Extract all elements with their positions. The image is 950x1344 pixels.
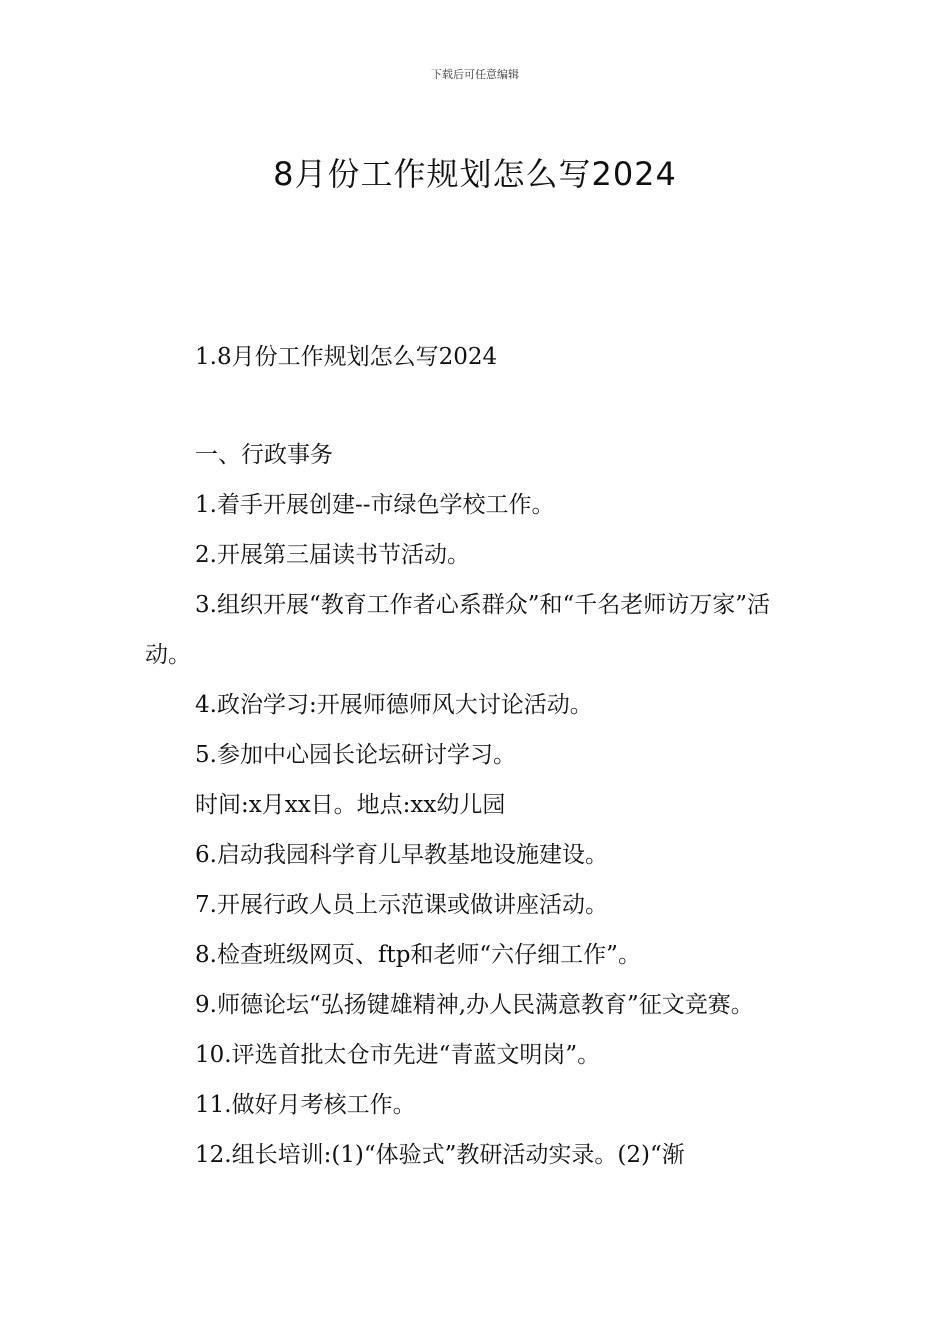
list-item: 6.启动我园科学育儿早教基地设施建设。	[195, 842, 608, 868]
list-item: 12.组长培训:(1)“体验式”教研活动实录。(2)“渐	[195, 1142, 685, 1168]
list-item: 11.做好月考核工作。	[195, 1092, 416, 1118]
list-item: 3.组织开展“教育工作者心系群众”和“千名老师访万家”活动。	[145, 592, 770, 668]
list-item: 5.参加中心园长论坛研讨学习。	[195, 742, 516, 768]
list-item: 1.着手开展创建--市绿色学校工作。	[195, 492, 555, 518]
list-item: 8.检查班级网页、ftp和老师“六仔细工作”。	[195, 942, 641, 968]
document-body	[145, 332, 810, 1180]
header-note: 下载后可任意编辑	[431, 68, 519, 81]
section-heading-numbered: 1.8月份工作规划怎么写2024	[195, 344, 498, 370]
list-item: 9.师德论坛“弘扬键雄精神,办人民满意教育”征文竞赛。	[195, 992, 754, 1018]
document-title: 8月份工作规划怎么写2024	[273, 155, 677, 194]
list-item: 2.开展第三届读书节活动。	[195, 542, 470, 568]
list-item: 4.政治学习:开展师德师风大讨论活动。	[195, 692, 593, 718]
list-item-detail: 时间:x月xx日。地点:xx幼儿园	[195, 792, 506, 818]
list-item: 10.评选首批太仓市先进“青蓝文明岗”。	[195, 1042, 601, 1068]
list-item: 7.开展行政人员上示范课或做讲座活动。	[195, 892, 608, 918]
section-heading: 一、行政事务	[195, 442, 333, 468]
